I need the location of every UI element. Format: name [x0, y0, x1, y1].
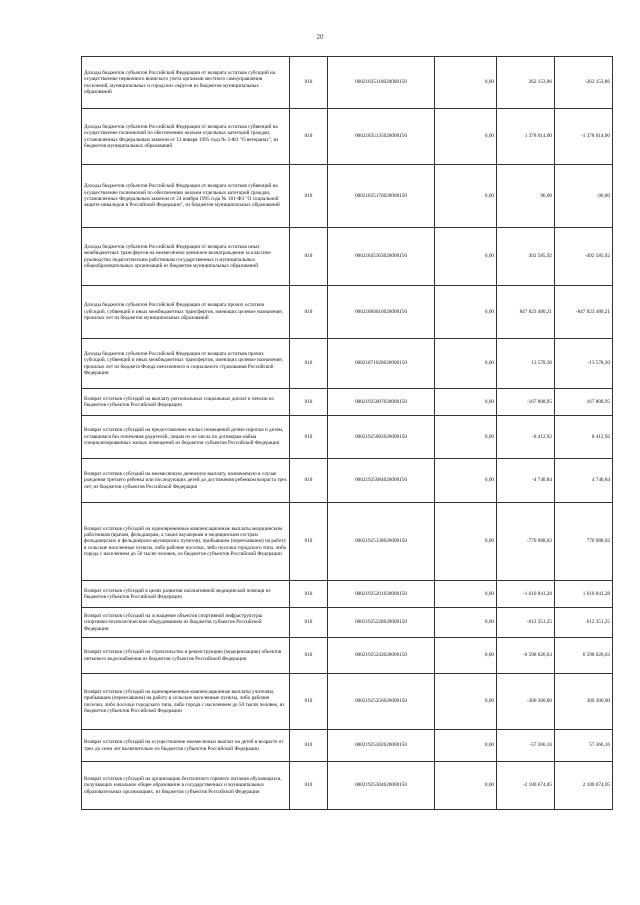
row-approved-amount: 0,00: [435, 459, 497, 503]
row-unexecuted-amount: -1 378 014,00: [555, 109, 613, 165]
row-code: 010: [290, 57, 328, 109]
row-code: 010: [290, 674, 328, 730]
row-executed-amount: -300 300,00: [497, 674, 555, 730]
table-row: [82, 109, 613, 165]
row-code: 010: [290, 638, 328, 674]
table-row: [82, 730, 613, 762]
row-code: 010: [290, 581, 328, 608]
row-executed-amount: -57 366,16: [497, 730, 555, 762]
table-row: [82, 389, 613, 416]
row-approved-amount: 0,00: [435, 286, 497, 339]
row-approved-amount: 0,00: [435, 389, 497, 416]
page-number: 20: [316, 33, 324, 41]
row-code: 010: [290, 109, 328, 165]
row-budget-classification-code: 00021835118020000150: [328, 57, 435, 109]
row-description: Возврат остатков субсидий на единовременные компенсационные выплаты медицинским работникам (врачам, фельдшерам, а также акушеркам и медицинским сестрам фельдшерских и фельдшерско-акушерских пунктов), прибывшим (переехавшим) на работу в сельские населенные пункты, либо рабочие поселки, либо поселки городского типа, либо города с населением до 50 тысяч человек, из бюджетов субъектов Российской Федерации: [82, 503, 290, 581]
row-unexecuted-amount: 1 610 841,28: [555, 581, 613, 608]
row-unexecuted-amount: -96,00: [555, 165, 613, 228]
table-row: [82, 581, 613, 608]
row-unexecuted-amount: 770 988,02: [555, 503, 613, 581]
row-code: 010: [290, 228, 328, 286]
row-executed-amount: 96,00: [497, 165, 555, 228]
row-executed-amount: 1 378 014,00: [497, 109, 555, 165]
table-row: [82, 638, 613, 674]
row-unexecuted-amount: 300 300,00: [555, 674, 613, 730]
row-description: Доходы бюджетов субъектов Российской Федерации от возврата остатков субвенций на осуществление полномочий по обеспечению жильем отдельных категорий граждан, установленных Федеральным законом от 24 ноября 1995 года № 181-ФЗ "О социальной защите инвалидов в Российской Федерации", из бюджетов муниципальных образований: [82, 165, 290, 228]
table-row: [82, 674, 613, 730]
row-unexecuted-amount: -492 585,92: [555, 228, 613, 286]
row-description: Возврат остатков субсидий в целях развития паллиативной медицинской помощи из бюджетов субъектов Российской Федерации: [82, 581, 290, 608]
row-budget-classification-code: 00021925243020000150: [328, 638, 435, 674]
row-unexecuted-amount: -847 823 480,21: [555, 286, 613, 339]
row-budget-classification-code: 00021925256020000150: [328, 674, 435, 730]
revenue-table: [81, 56, 613, 810]
row-unexecuted-amount: 612 351,25: [555, 608, 613, 638]
row-approved-amount: 0,00: [435, 762, 497, 810]
row-budget-classification-code: 00021925302020000150: [328, 730, 435, 762]
row-budget-classification-code: 00021871020020000150: [328, 339, 435, 389]
row-executed-amount: 492 585,92: [497, 228, 555, 286]
row-description: Возврат остатков субсидий на оснащение объектов спортивной инфраструктуры спортивно-технологическим оборудованием из бюджетов субъектов Российской Федерации: [82, 608, 290, 638]
row-budget-classification-code: 00021835176020000150: [328, 165, 435, 228]
table-row: [82, 286, 613, 339]
row-description: Возврат остатков субсидий на выплату региональных социальных доплат к пенсии из бюджетов субъектов Российской Федерации: [82, 389, 290, 416]
row-executed-amount: -4 740,84: [497, 459, 555, 503]
table-row: [82, 57, 613, 109]
row-code: 010: [290, 286, 328, 339]
row-code: 010: [290, 730, 328, 762]
table-body: [82, 57, 613, 810]
row-executed-amount: -167 808,95: [497, 389, 555, 416]
table-row: [82, 339, 613, 389]
row-budget-classification-code: 00021860010020000150: [328, 286, 435, 339]
row-code: 010: [290, 608, 328, 638]
row-budget-classification-code: 00021925201020000150: [328, 581, 435, 608]
row-budget-classification-code: 00021845303020000150: [328, 228, 435, 286]
row-unexecuted-amount: 4 740,84: [555, 459, 613, 503]
row-executed-amount: -612 351,25: [497, 608, 555, 638]
row-approved-amount: 0,00: [435, 57, 497, 109]
row-executed-amount: 13 578,30: [497, 339, 555, 389]
row-approved-amount: 0,00: [435, 581, 497, 608]
row-code: 010: [290, 389, 328, 416]
row-description: Возврат остатков субсидий на строительство и реконструкцию (модернизацию) объектов питьевого водоснабжения из бюджетов субъектов Российской Федерации: [82, 638, 290, 674]
row-budget-classification-code: 00021835135020000150: [328, 109, 435, 165]
row-executed-amount: 262 153,86: [497, 57, 555, 109]
row-code: 010: [290, 339, 328, 389]
row-executed-amount: -8 412,92: [497, 416, 555, 459]
row-executed-amount: -770 988,02: [497, 503, 555, 581]
row-budget-classification-code: 00021925007020000150: [328, 389, 435, 416]
row-executed-amount: -6 598 026,63: [497, 638, 555, 674]
table-row: [82, 503, 613, 581]
row-description: Возврат остатков субсидий на единовременные компенсационные выплаты учителям, прибывшим (переехавшим) на работу в сельские населенные пункты, либо рабочие поселки, либо поселки городского типа, либо города с населением до 50 тысяч человек, из бюджетов субъектов Российской Федерации: [82, 674, 290, 730]
table-row: [82, 165, 613, 228]
row-approved-amount: 0,00: [435, 339, 497, 389]
row-code: 010: [290, 762, 328, 810]
row-unexecuted-amount: 2 180 674,05: [555, 762, 613, 810]
table-row: [82, 416, 613, 459]
row-unexecuted-amount: 8 412,92: [555, 416, 613, 459]
row-approved-amount: 0,00: [435, 503, 497, 581]
row-executed-amount: 847 823 480,21: [497, 286, 555, 339]
table-row: [82, 228, 613, 286]
row-budget-classification-code: 00021925228020000150: [328, 608, 435, 638]
row-description: Возврат остатков субсидий на предоставление жилых помещений детям-сиротам и детям, оставшимся без попечения родителей, лицам из их числа по договорам найма специализированных жилых помещений из бюджетов субъектов Российской Федерации: [82, 416, 290, 459]
table-row: [82, 459, 613, 503]
row-code: 010: [290, 165, 328, 228]
row-code: 010: [290, 459, 328, 503]
row-approved-amount: 0,00: [435, 228, 497, 286]
row-unexecuted-amount: -262 153,86: [555, 57, 613, 109]
row-description: Возврат остатков субсидий на организацию бесплатного горячего питания обучающихся, получающих начальное общее образование в государственных и муниципальных образовательных организациях, из бюджетов субъектов Российской Федерации: [82, 762, 290, 810]
row-unexecuted-amount: 57 366,16: [555, 730, 613, 762]
row-description: Доходы бюджетов субъектов Российской Федерации от возврата остатков иных межбюджетных трансфертов на ежемесячное денежное вознаграждение за классное руководство педагогическим работникам государственных и муниципальных общеобразовательных организаций из бюджетов муниципальных образований: [82, 228, 290, 286]
row-executed-amount: -2 180 674,05: [497, 762, 555, 810]
row-description: Возврат остатков субсидий на ежемесячную денежную выплату, назначаемую в случае рождения третьего ребенка или последующих детей до достижения ребенком возраста трех лет, из бюджетов субъектов Российской Федерации: [82, 459, 290, 503]
row-budget-classification-code: 00021925084020000150: [328, 459, 435, 503]
row-description: Доходы бюджетов субъектов Российской Федерации от возврата остатков субсидий на осуществление первичного воинского учета органами местного самоуправления поселений, муниципальных и городских округов из бюджетов муниципальных образований: [82, 57, 290, 109]
table-row: [82, 608, 613, 638]
row-description: Доходы бюджетов субъектов Российской Федерации от возврата остатков субвенций на осуществление полномочий по обеспечению жильем отдельных категорий граждан, установленных Федеральным законом от 12 января 1995 года № 5-ФЗ "О ветеранах", из бюджетов муниципальных образований: [82, 109, 290, 165]
row-unexecuted-amount: -13 578,30: [555, 339, 613, 389]
row-budget-classification-code: 00021925082020000150: [328, 416, 435, 459]
row-unexecuted-amount: 167 808,95: [555, 389, 613, 416]
row-code: 010: [290, 503, 328, 581]
row-approved-amount: 0,00: [435, 638, 497, 674]
row-budget-classification-code: 00021925304020000150: [328, 762, 435, 810]
row-approved-amount: 0,00: [435, 109, 497, 165]
row-approved-amount: 0,00: [435, 674, 497, 730]
row-description: Возврат остатков субсидий на осуществление ежемесячных выплат на детей в возрасте от трех до семи лет включительно из бюджетов субъектов Российской Федерации: [82, 730, 290, 762]
table-row: [82, 762, 613, 810]
row-approved-amount: 0,00: [435, 416, 497, 459]
row-approved-amount: 0,00: [435, 608, 497, 638]
row-unexecuted-amount: 6 598 026,63: [555, 638, 613, 674]
row-description: Доходы бюджетов субъектов Российской Федерации от возврата остатков прочих субсидий, субвенций и иных межбюджетных трансфертов, имеющих целевое назначение, прошлых лет из бюджета Фонда пенсионного и социального страхования Российской Федерации: [82, 339, 290, 389]
row-approved-amount: 0,00: [435, 165, 497, 228]
row-budget-classification-code: 00021925138020000150: [328, 503, 435, 581]
row-description: Доходы бюджетов субъектов Российской Федерации от возврата прочих остатков субсидий, субвенций и иных межбюджетных трансфертов, имеющих целевое назначение, прошлых лет из бюджетов муниципальных образований: [82, 286, 290, 339]
row-executed-amount: -1 610 841,28: [497, 581, 555, 608]
row-code: 010: [290, 416, 328, 459]
row-approved-amount: 0,00: [435, 730, 497, 762]
